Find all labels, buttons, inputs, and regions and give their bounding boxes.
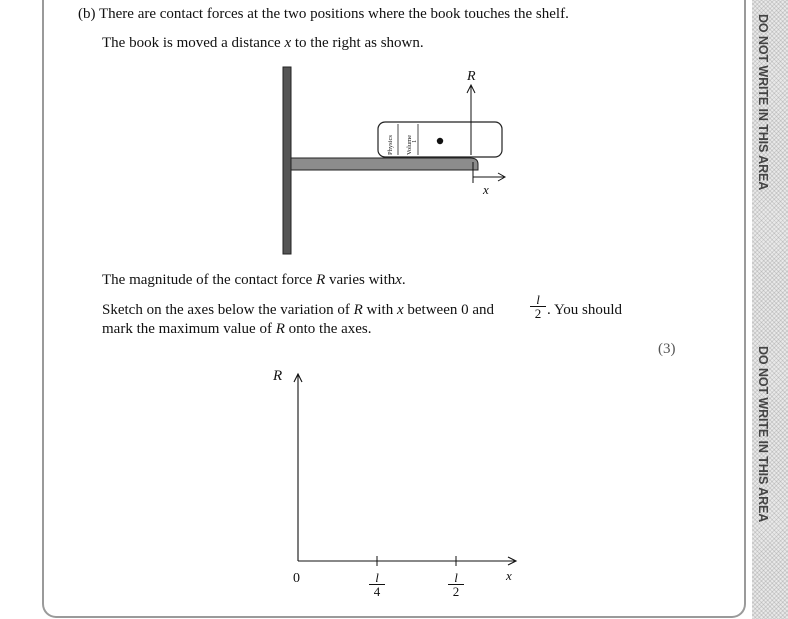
question-line-1-text: There are contact forces at the two positions where the book touches the shelf. [98,6,569,22]
origin-label: 0 [293,571,300,586]
y-axis-label: R [273,368,283,384]
book-spine-volume: Volume [406,134,413,155]
tick-label-quarter: $\frac{l}{4}$ [369,571,385,598]
question-line-4a: Sketch on the axes below the variation of R with x between 0 and [102,302,495,318]
shelf [291,158,478,170]
question-line-5: mark the maximum value of R onto the axes. [102,321,372,337]
question-line-4b: . You should [547,302,623,318]
marks-label: (3) [658,341,676,357]
margin-warning-bottom: DO NOT WRITE IN THIS AREA [756,346,770,523]
part-label: (b) [78,6,96,22]
force-r-label: R [467,69,476,84]
var-x: x [284,35,292,51]
wall [283,67,291,254]
book-spine-number: 1 [411,139,418,143]
fraction-l-over-2: $\frac{l}{2}$ [530,293,546,320]
tick-label-half: $\frac{l}{2}$ [448,571,464,598]
question-line-2: The book is moved a distance x to the right as shown. [102,35,424,51]
distance-x-label: x [483,182,489,197]
question-line-3: The magnitude of the contact force R varies withx. [102,272,406,288]
margin-warning-top: DO NOT WRITE IN THIS AREA [756,14,770,191]
book-spine-title: Physics [387,135,394,155]
centre-of-mass-dot [437,138,443,144]
x-axis-label: x [506,568,512,583]
